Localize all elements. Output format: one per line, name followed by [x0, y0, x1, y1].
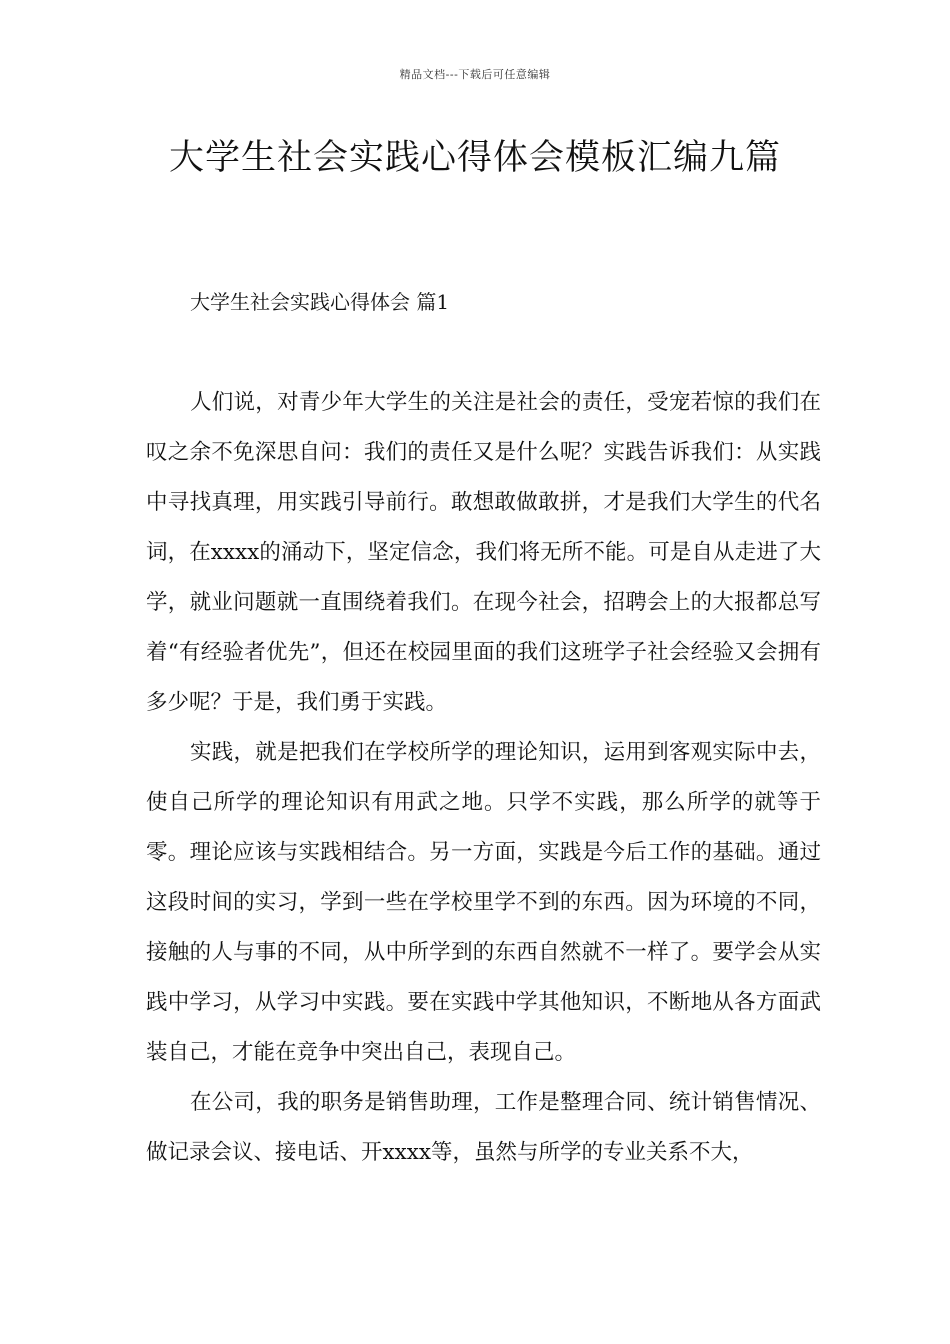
document-body [146, 378, 821, 1178]
header-note: 精品文档---下载后可任意编辑 [399, 68, 551, 81]
paragraph: 实践，就是把我们在学校所学的理论知识，运用到客观实际中去，使自己所学的理论知识有用武之地。只学不实践，那么所学的就等于零。理论应该与实践相结合。另一方面，实践是今后工作的基础。通过这段时间的实习，学到一些在学校里学不到的东西。因为环境的不同，接触的人与事的不同，从中所学到的东西自然就不一样了。要学会从实践中学习，从学习中实践。要在实践中学其他知识，不断地从各方面武装自己，才能在竞争中突出自己，表现自己。 [146, 740, 821, 1065]
section-heading: 大学生社会实践心得体会 篇1 [190, 290, 450, 314]
document-title: 大学生社会实践心得体会模板汇编九篇 [168, 138, 781, 178]
paragraph: 在公司，我的职务是销售助理，工作是整理合同、统计销售情况、做记录会议、接电话、开xxxx等，虽然与所学的专业关系不大， [146, 1090, 821, 1165]
paragraph: 人们说，对青少年大学生的关注是社会的责任，受宠若惊的我们在叹之余不免深思自问：我们的责任又是什么呢？实践告诉我们：从实践中寻找真理，用实践引导前行。敢想敢做敢拼，才是我们大学生的代名词，在xxxx的涌动下，坚定信念，我们将无所不能。可是自从走进了大学，就业问题就一直围绕着我们。在现今社会，招聘会上的大报都总写着“有经验者优先”，但还在校园里面的我们这班学子社会经验又会拥有多少呢？于是，我们勇于实践。 [146, 390, 821, 715]
